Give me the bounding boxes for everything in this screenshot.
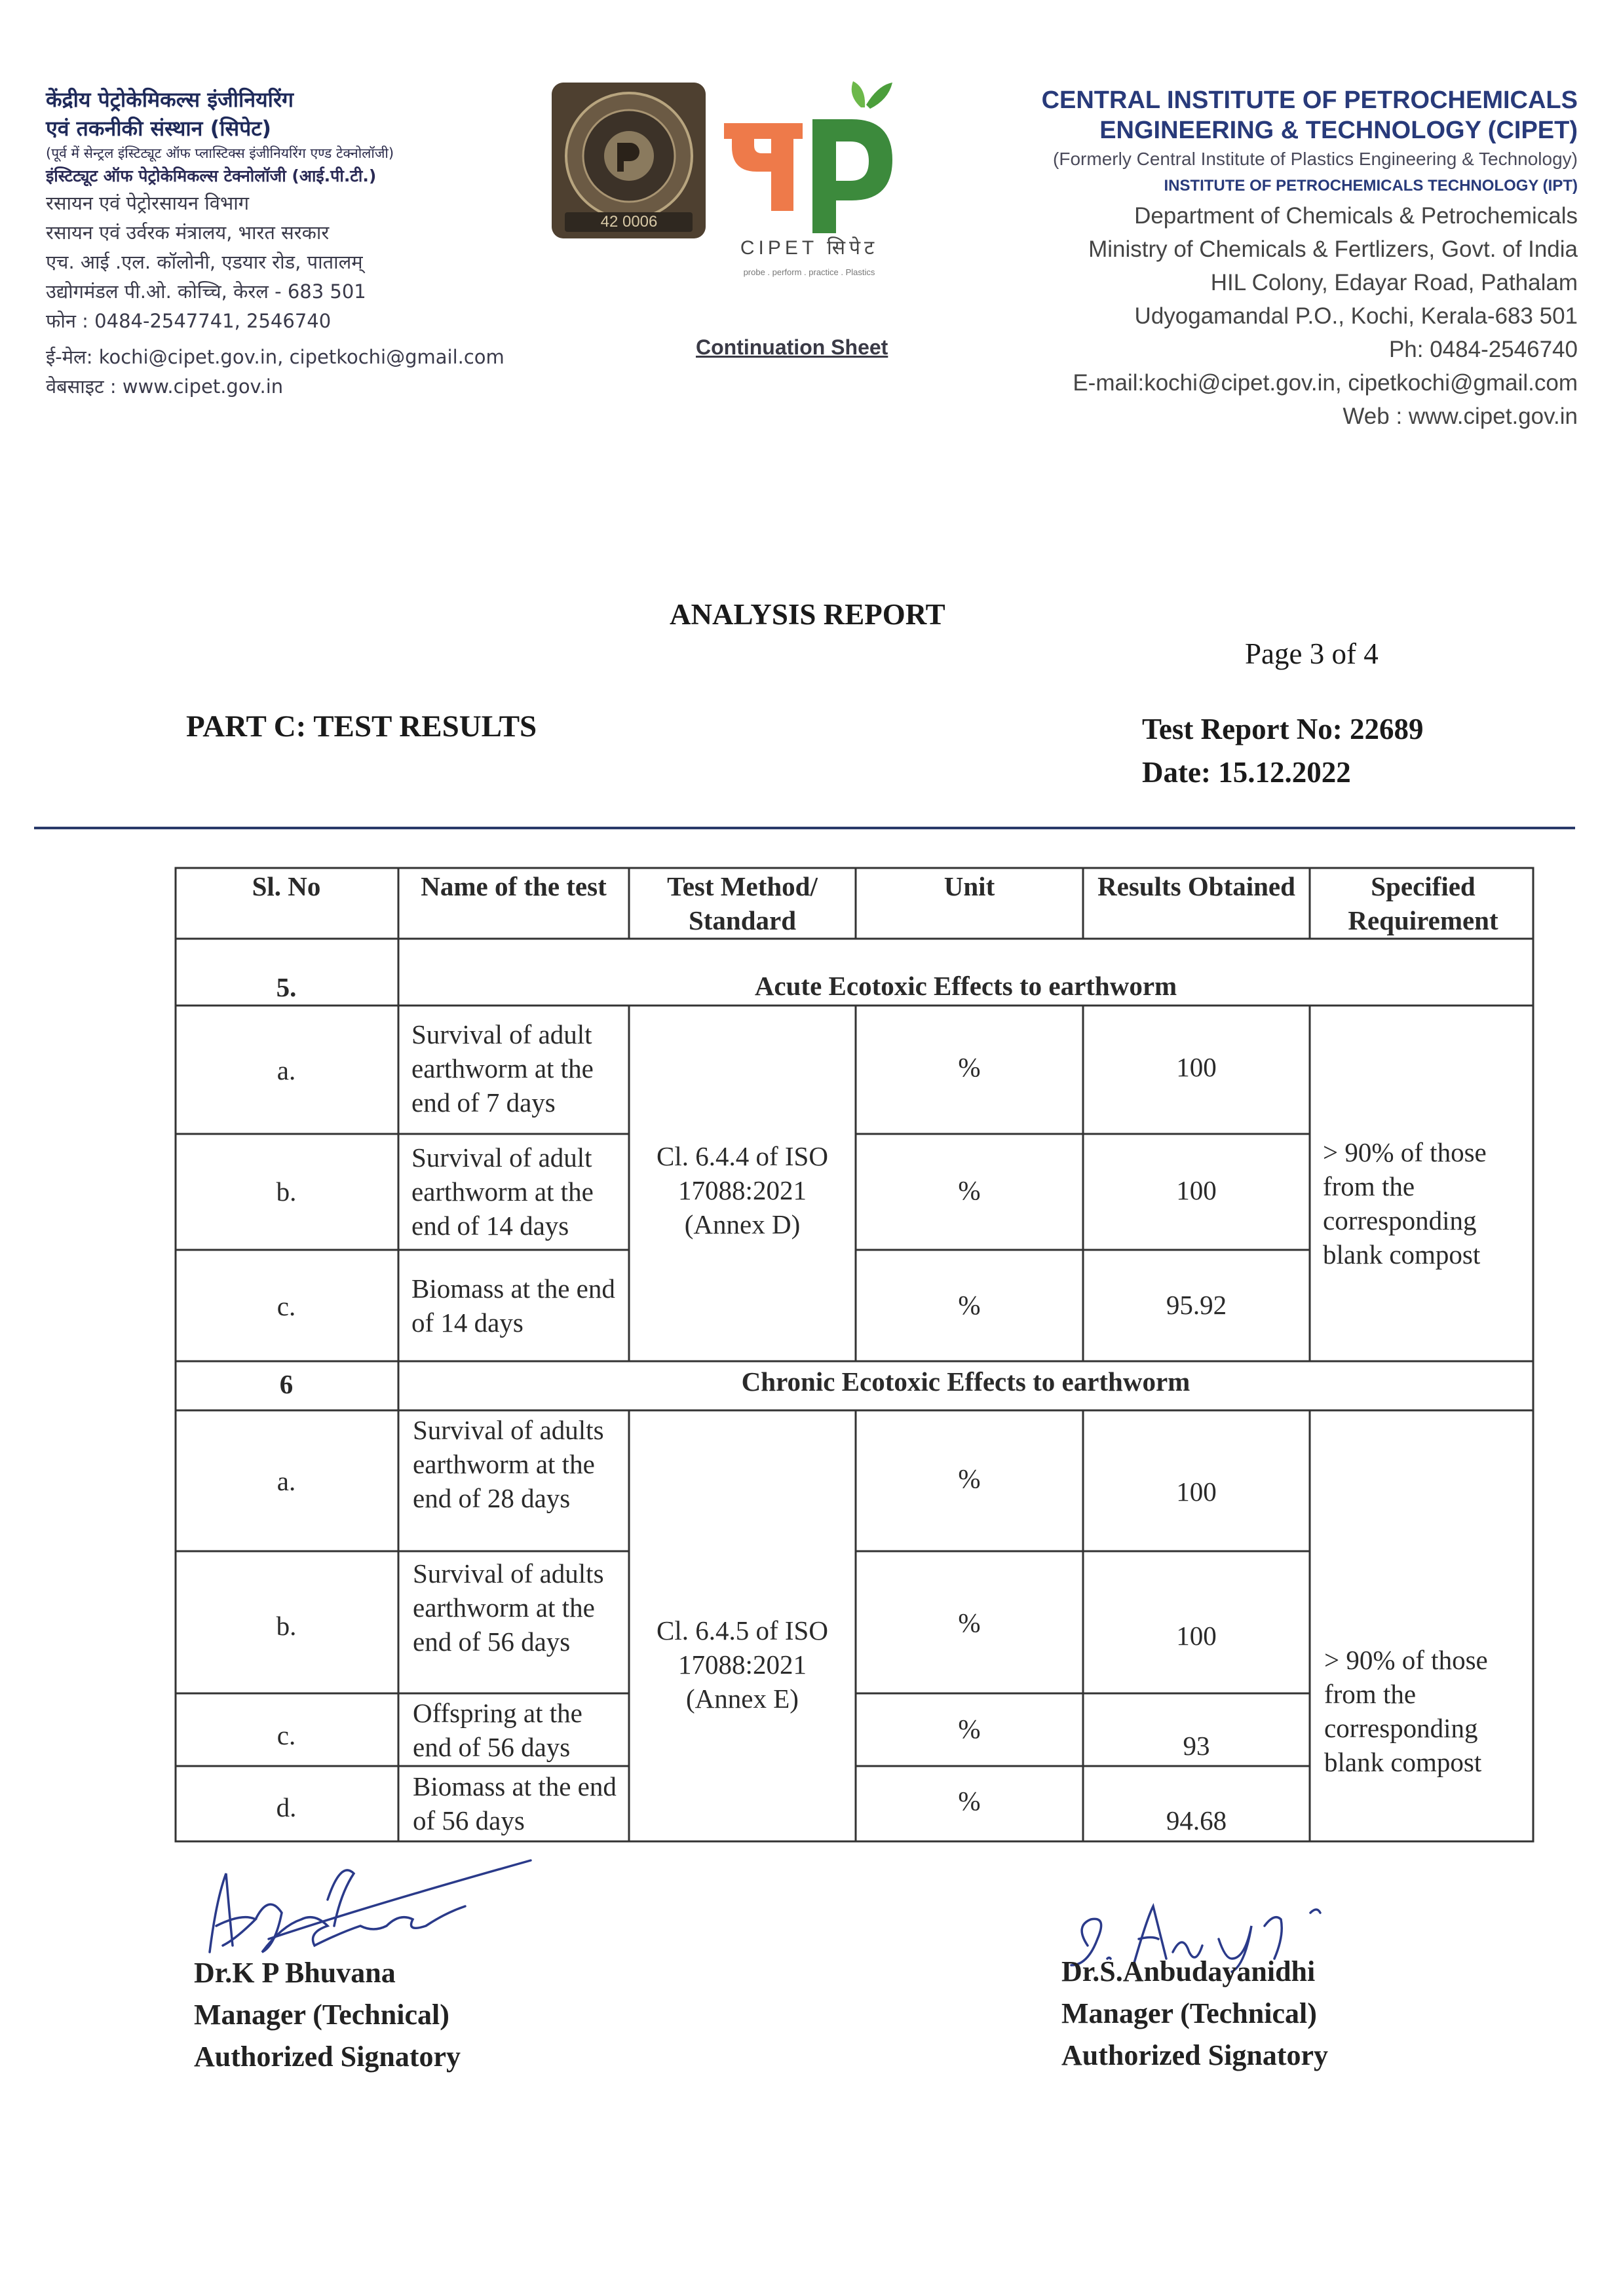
cipet-logo <box>721 79 898 282</box>
logo-tagline: probe . perform . practice . Plastics <box>743 267 875 277</box>
row-6a-unit: % <box>958 1463 981 1494</box>
header-results: Results Obtained <box>1097 871 1295 901</box>
signatory-1 <box>194 1952 461 2078</box>
header-requirement: Specified Requirement <box>1348 871 1498 935</box>
row-6d-result: 94.68 <box>1166 1805 1227 1835</box>
signatory-2-role: Authorized Signatory <box>1061 2039 1328 2071</box>
hindi-email: ई-मेल: kochi@cipet.gov.in, cipetkochi@gmail.com <box>46 346 505 368</box>
header-unit: Unit <box>943 871 995 901</box>
signatory-2 <box>1061 1951 1328 2077</box>
row-6a-sl: a. <box>276 1466 296 1496</box>
hindi-institute-name-2: एवं तकनीकी संस्थान (सिपेट) <box>46 116 272 141</box>
row-5c-unit: % <box>958 1290 981 1320</box>
row-6c-unit: % <box>958 1714 981 1744</box>
english-address-line: Ministry of Chemicals & Fertlizers, Govt. of India <box>1088 236 1578 262</box>
signatory-2-title: Manager (Technical) <box>1061 1997 1317 2029</box>
section-6-requirement: > 90% of those from the corresponding blank compost <box>1324 1645 1488 1777</box>
section-6-method: Cl. 6.4.5 of ISO 17088:2021 (Annex E) <box>657 1615 828 1714</box>
english-email: E-mail:kochi@cipet.gov.in, cipetkochi@gmail.com <box>1073 370 1578 396</box>
logo-brand-text: CIPET सिपेट <box>740 237 879 259</box>
signatory-1-role: Authorized Signatory <box>194 2041 461 2073</box>
row-5a-unit: % <box>958 1052 981 1082</box>
hindi-institute-name-1: केंद्रीय पेट्रोकेमिकल्स इंजीनियरिंग <box>46 87 294 112</box>
english-ipt: INSTITUTE OF PETROCHEMICALS TECHNOLOGY (IPT) <box>1164 177 1578 195</box>
iso-certification-seal <box>552 83 706 238</box>
row-5b-result: 100 <box>1176 1175 1217 1205</box>
section-5-method: Cl. 6.4.4 of ISO 17088:2021 (Annex D) <box>657 1141 828 1239</box>
english-institute-name-2: ENGINEERING & TECHNOLOGY (CIPET) <box>1099 117 1578 144</box>
row-6c-sl: c. <box>276 1720 296 1750</box>
signatory-1-title: Manager (Technical) <box>194 1999 449 2031</box>
header-test-name: Name of the test <box>421 871 607 901</box>
signatory-1-name: Dr.K P Bhuvana <box>194 1957 396 1989</box>
hindi-phone: फोन : 0484-2547741, 2546740 <box>46 310 332 332</box>
report-meta <box>1142 707 1424 794</box>
row-5a-sl: a. <box>276 1055 296 1085</box>
hindi-ipt: इंस्टिट्यूट ऑफ पेट्रोकेमिकल्स टेक्नोलॉजी (आई.पी.टी.) <box>46 166 377 185</box>
hindi-formerly: (पूर्व में सेन्ट्रल इंस्टिट्यूट ऑफ प्लास्टिक्स इंजीनियरिंग एण्ड टेक्नोलॉजी) <box>46 145 394 161</box>
row-5c-sl: c. <box>276 1291 296 1321</box>
row-5c-result: 95.92 <box>1166 1290 1227 1320</box>
seal-number: 42 0006 <box>600 213 658 231</box>
english-website: Web : www.cipet.gov.in <box>1343 404 1578 429</box>
hindi-address-line: रसायन एवं उर्वरक मंत्रालय, भारत सरकार <box>46 221 330 244</box>
header-sl-no: Sl. No <box>252 871 321 901</box>
row-5b-sl: b. <box>276 1176 297 1207</box>
row-6c-name: Offspring at the end of 56 days <box>413 1698 582 1762</box>
hindi-address-line: एच. आई .एल. कॉलोनी, एडयार रोड, पातालम् <box>46 251 363 273</box>
english-address-line: HIL Colony, Edayar Road, Pathalam <box>1210 270 1578 295</box>
english-address-line: Department of Chemicals & Petrochemicals <box>1134 203 1578 229</box>
test-report-number: Test Report No: 22689 <box>1142 713 1424 745</box>
row-5b-name: Survival of adult earthworm at the end of 14 days <box>411 1142 594 1241</box>
header-test-method: Test Method/ Standard <box>667 871 818 935</box>
row-5c-name: Biomass at the end of 14 days <box>411 1273 615 1338</box>
part-heading: PART C: TEST RESULTS <box>186 709 537 743</box>
continuation-sheet-label: Continuation Sheet <box>696 335 888 359</box>
report-date: Date: 15.12.2022 <box>1142 756 1351 789</box>
english-phone: Ph: 0484-2546740 <box>1388 337 1578 362</box>
row-6b-result: 100 <box>1176 1621 1217 1651</box>
section-6-number: 6 <box>279 1369 294 1399</box>
signatory-2-name: Dr.S.Anbudayanidhi <box>1061 1955 1316 1987</box>
hindi-address-line: रसायन एवं पेट्रोरसायन विभाग <box>46 192 250 214</box>
section-6-title: Chronic Ecotoxic Effects to earthworm <box>741 1366 1190 1397</box>
hindi-address-line: उद्योगमंडल पी.ओ. कोच्चि, केरल - 683 501 <box>46 280 366 303</box>
row-6a-result: 100 <box>1176 1477 1217 1507</box>
row-5a-result: 100 <box>1176 1052 1217 1082</box>
row-5b-unit: % <box>958 1175 981 1205</box>
english-institute-name-1: CENTRAL INSTITUTE OF PETROCHEMICALS <box>1041 86 1578 114</box>
row-6d-name: Biomass at the end of 56 days <box>413 1771 617 1835</box>
english-address-line: Udyogamandal P.O., Kochi, Kerala-683 501 <box>1134 303 1578 329</box>
row-5a-name: Survival of adult earthworm at the end of 7 days <box>411 1019 594 1118</box>
row-6d-sl: d. <box>276 1792 297 1822</box>
test-results-table <box>174 867 1534 1843</box>
section-5-number: 5. <box>276 972 297 1002</box>
row-6a-name: Survival of adults earthworm at the end of 28 days <box>413 1415 604 1513</box>
section-5-title: Acute Ecotoxic Effects to earthworm <box>754 971 1177 1001</box>
english-letterhead <box>923 85 1578 433</box>
section-5-requirement: > 90% of those from the corresponding blank compost <box>1323 1137 1487 1270</box>
hindi-letterhead <box>46 85 570 402</box>
row-6b-unit: % <box>958 1608 981 1638</box>
row-6c-result: 93 <box>1183 1731 1210 1761</box>
page-number: Page 3 of 4 <box>1245 637 1379 670</box>
row-6b-name: Survival of adults earthworm at the end of 56 days <box>413 1558 604 1657</box>
english-formerly: (Formerly Central Institute of Plastics Engineering & Technology) <box>1053 149 1578 169</box>
header-divider <box>34 827 1575 829</box>
row-6d-unit: % <box>958 1786 981 1816</box>
hindi-website: वेबसाइट : www.cipet.gov.in <box>46 375 284 398</box>
row-6b-sl: b. <box>276 1611 297 1641</box>
report-title: ANALYSIS REPORT <box>670 598 945 631</box>
